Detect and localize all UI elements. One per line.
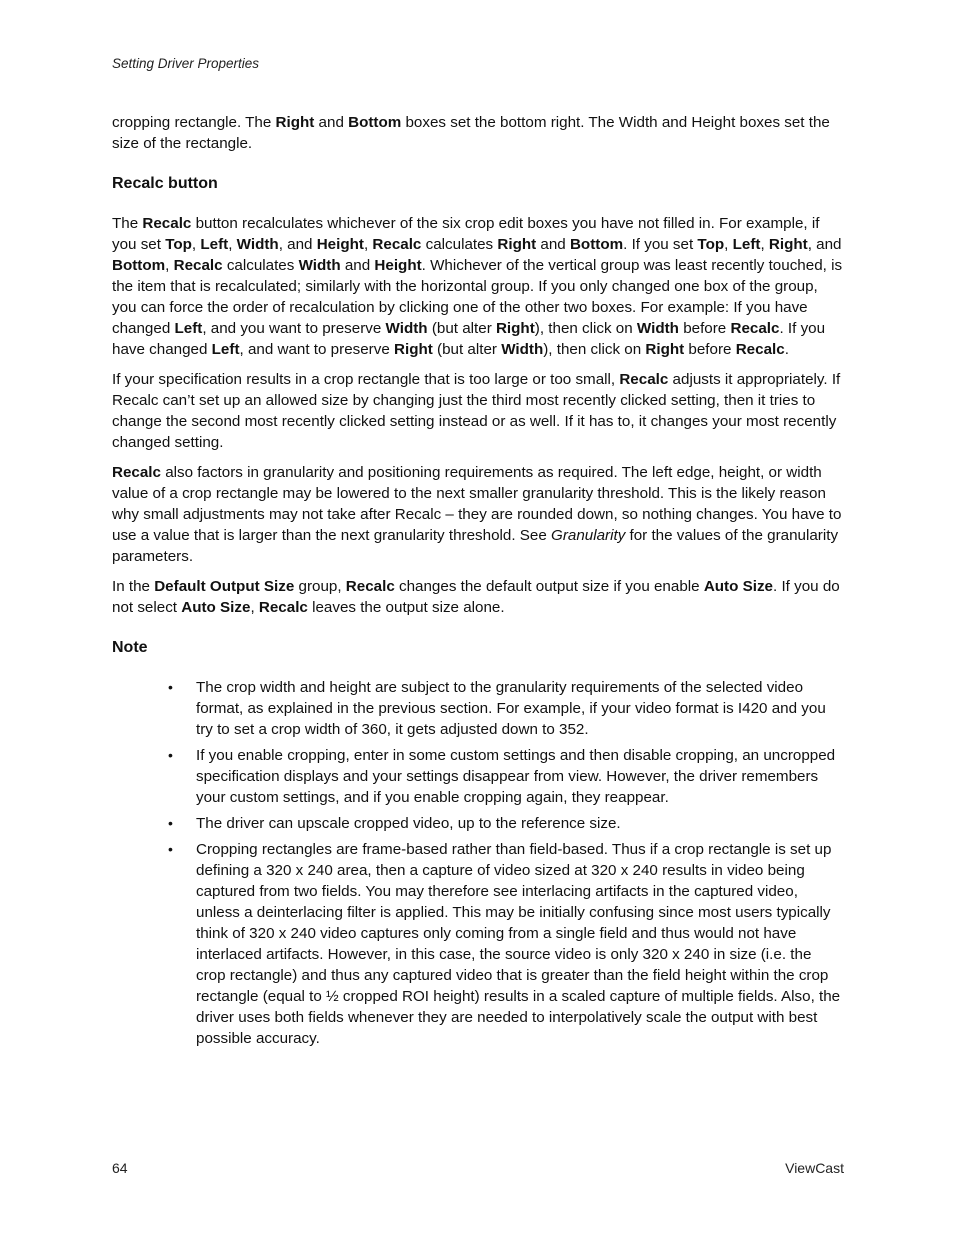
bullet-icon: •: [168, 815, 173, 831]
bold-term: Recalc: [345, 578, 395, 595]
bold-term: Left: [174, 320, 203, 337]
bold-term: Auto Size: [181, 599, 251, 616]
bullet-icon: •: [168, 747, 173, 763]
note-heading: Note: [112, 639, 148, 656]
intro-paragraph: cropping rectangle. The Right and Bottom boxes set the bottom right. The Width and Height boxes set the size of the rectangle.: [112, 114, 830, 152]
bold-term: Height: [316, 236, 364, 253]
note-item-text: Cropping rectangles are frame-based rather than field-based. Thus if a crop rectangle is set up defining a 320 x 240 area, then a capture of video sized at 320 x 240 results in video being captured from two fields. You may therefore see interlacing artifacts in the captured video, unless a deinterlacing filter is applied. This may be initially confusing since most users typically think of 320 x 240 video captures only coming from a single field and thus would not have interlaced artifacts. However, in this case, the source video is only 320 x 240 in size (i.e. the crop rectangle) and thus any captured video that is greater than the field height within the crop rectangle (equal to ½ cropped ROI height) results in a scaled capture of multiple fields. Also, the driver uses both fields whenever they are needed to interpolatively scale the output with best possible accuracy.: [196, 841, 841, 1047]
recalc-heading: Recalc button: [112, 175, 218, 192]
bold-term: Recalc: [258, 599, 308, 616]
bold-term: Recalc: [173, 257, 223, 274]
bold-term: Bottom: [569, 236, 624, 253]
bold-term: Top: [165, 236, 192, 253]
bold-term: Top: [697, 236, 725, 253]
page-content: [112, 112, 844, 1054]
bold-term: Width: [636, 320, 679, 337]
recalc-paragraph-2: If your specification results in a crop rectangle that is too large or too small, Recalc adjusts it appropriately. If Recalc can’t set up an allowed size by changing just the third most recently clicked setting, then it tries to change the second most recently clicked setting instead or as well. If it has to, it changes your most recently changed setting.: [112, 371, 841, 451]
bold-term: Width: [298, 257, 341, 274]
bold-term: Right: [497, 236, 537, 253]
bold-term: Recalc: [372, 236, 422, 253]
bold-term: Bottom: [112, 257, 166, 274]
note-item-text: The crop width and height are subject to the granularity requirements of the selected video format, as explained in the previous section. For example, if your video format is I420 and you try to set a crop width of 360, it gets adjusted down to 352.: [196, 679, 826, 738]
footer-brand: ViewCast: [785, 1160, 844, 1176]
note-item: [168, 745, 844, 808]
page-number: 64: [112, 1160, 128, 1176]
bold-term: Default Output Size: [154, 578, 295, 595]
bold-term: Recalc: [112, 464, 161, 481]
bold-term: Width: [236, 236, 279, 253]
recalc-paragraph-4: In the Default Output Size group, Recalc changes the default output size if you enable Auto Size. If you do not select Auto Size, Recalc leaves the output size alone.: [112, 578, 840, 616]
note-item-text: If you enable cropping, enter in some custom settings and then disable cropping, an uncropped specification displays and your settings disappear from view. However, the driver remembers your custom settings, and if you enable cropping again, they reappear.: [196, 747, 836, 806]
bold-term: Bottom: [348, 114, 402, 131]
running-header: Setting Driver Properties: [112, 56, 260, 71]
note-item: [168, 813, 844, 834]
bold-term: Right: [394, 341, 433, 358]
recalc-paragraph-1: The Recalc button recalculates whichever of the six crop edit boxes you have not filled in. For example, if you set Top, Left, Width, and Height, Recalc calculates Right and Bottom. If you set Top, Left, Right, and Bottom, Recalc calculates Width and Height. Whichever of the vertical group was least recently touched, is the item that is recalculated; similarly with the horizontal group. If you only changed one box of the group, you can force the order of recalculation by clicking one of the other two boxes. For example: If you have changed Left, and you want to preserve Width (but alter Right), then click on Width before Recalc. If you have changed Left, and want to preserve Right (but alter Width), then click on Right before Recalc.: [112, 215, 843, 358]
bullet-icon: •: [168, 841, 173, 857]
bullet-icon: •: [168, 679, 173, 695]
bold-term: Width: [501, 341, 544, 358]
bold-term: Height: [374, 257, 422, 274]
bold-term: Width: [385, 320, 428, 337]
bold-term: Right: [645, 341, 685, 358]
bold-term: Recalc: [735, 341, 785, 358]
italic-term: Granularity: [551, 527, 626, 544]
note-item: [168, 677, 844, 740]
bold-term: Auto Size: [703, 578, 774, 595]
document-page: [112, 0, 844, 1235]
bold-term: Left: [211, 341, 240, 358]
note-item: [168, 839, 844, 1049]
bold-term: Recalc: [619, 371, 669, 388]
note-list: [112, 677, 844, 1049]
bold-term: Right: [275, 114, 315, 131]
bold-term: Recalc: [730, 320, 780, 337]
bold-term: Left: [732, 236, 761, 253]
bold-term: Right: [495, 320, 535, 337]
recalc-paragraph-3: Recalc also factors in granularity and positioning requirements as required. The left edge, height, or width value of a crop rectangle may be lowered to the next smaller granularity threshold. This is the likely reason why small adjustments may not take after Recalc – they are rounded down, so nothing changes. You have to use a value that is larger than the next granularity threshold. See Granularity for the values of the granularity parameters.: [112, 464, 842, 565]
bold-term: Right: [768, 236, 808, 253]
bold-term: Recalc: [142, 215, 192, 232]
note-item-text: The driver can upscale cropped video, up to the reference size.: [196, 815, 621, 832]
bold-term: Left: [200, 236, 229, 253]
